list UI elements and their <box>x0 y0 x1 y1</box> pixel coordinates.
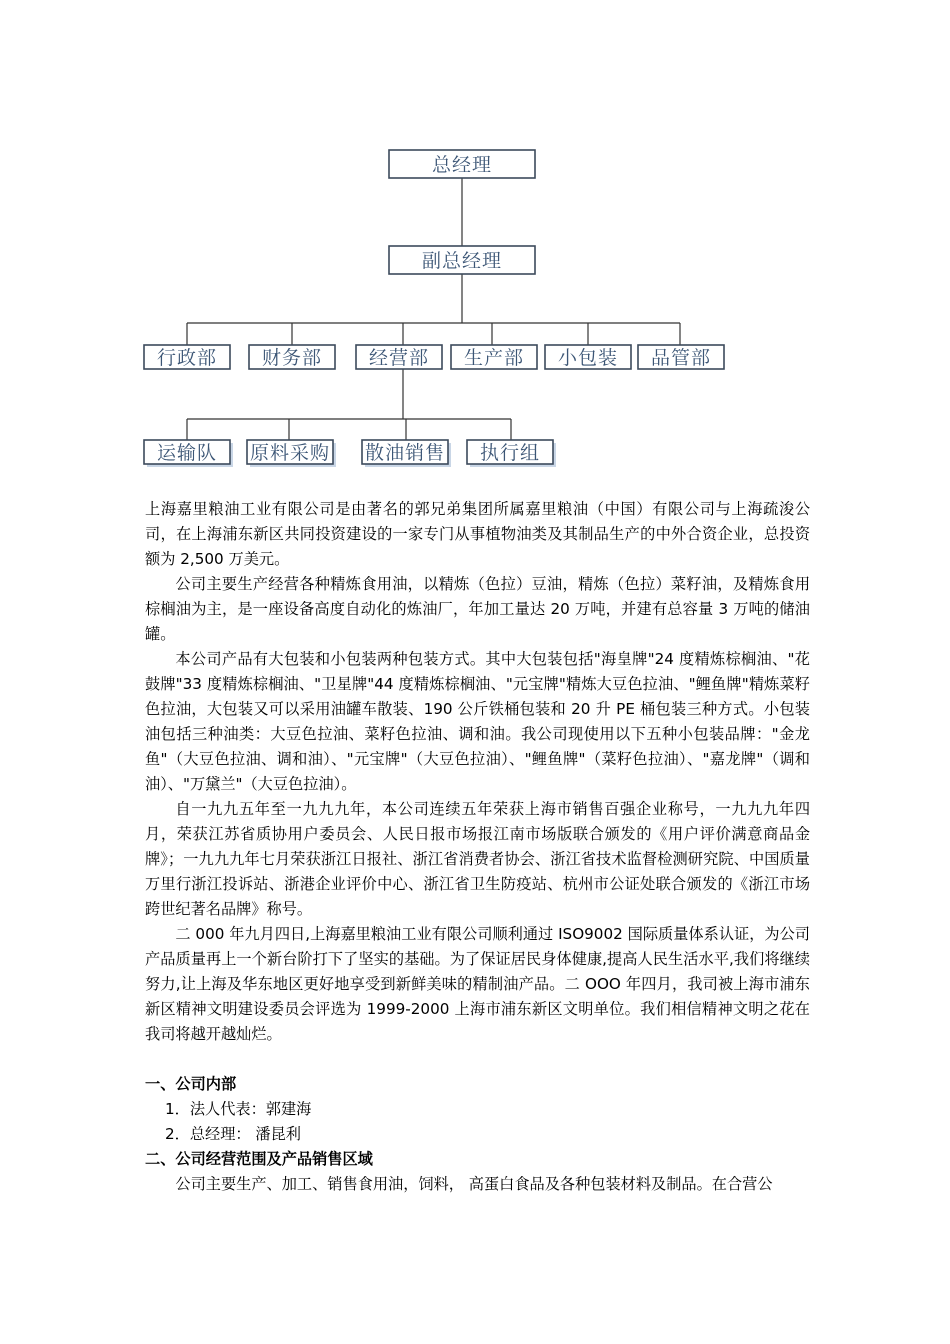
org-node-dept-label: 财务部 <box>261 347 323 369</box>
org-node-dept-production <box>451 345 537 369</box>
org-connectors <box>187 178 680 440</box>
org-node-top <box>389 150 535 178</box>
org-node-dept-quality <box>638 345 724 369</box>
org-node-sub-label: 执行组 <box>479 442 541 464</box>
paragraph-scope: 公司主要生产、加工、销售食用油，饲料， 高蛋白食品及各种包装材料及制品。在合营公 <box>175 1175 773 1193</box>
paragraph-intro: 上海嘉里粮油工业有限公司是由著名的郭兄弟集团所属嘉里粮油（中国）有限公司与上海疏浚公司，在上海浦东新区共同投资建设的一家专门从事植物油类及其制品生产的中外合资企业，总投资额为 2,500 万美元。 <box>145 500 810 568</box>
org-node-deputy-label: 副总经理 <box>421 250 503 272</box>
org-node-sub-label: 散油销售 <box>364 442 446 464</box>
org-node-dept-admin <box>144 345 230 369</box>
list-item-general-manager: 2．总经理： 潘昆利 <box>165 1125 301 1143</box>
org-node-top-label: 总经理 <box>431 154 493 176</box>
org-node-sub-label: 运输队 <box>156 442 218 464</box>
org-node-dept-label: 生产部 <box>463 347 525 369</box>
org-node-dept-label: 品管部 <box>650 347 712 369</box>
document-body <box>145 497 810 1197</box>
paragraph-products: 公司主要生产经营各种精炼食用油，以精炼（色拉）豆油，精炼（色拉）菜籽油，及精炼食用棕榈油为主，是一座设备高度自动化的炼油厂，年加工量达 20 万吨，并建有总容量 3 万吨的储油罐。 <box>145 575 810 643</box>
org-node-sub-procurement <box>247 440 336 467</box>
org-node-dept-finance <box>249 345 335 369</box>
org-node-sub-transport <box>144 440 233 467</box>
org-node-dept-small-package <box>545 345 631 369</box>
org-node-dept-label: 行政部 <box>156 347 218 369</box>
org-node-deputy <box>389 246 535 274</box>
paragraph-packaging: 本公司产品有大包装和小包装两种包装方式。其中大包装包括"海皇牌"24 度精炼棕榈油、"花鼓牌"33 度精炼棕榈油、"卫星牌"44 度精炼棕榈油、"元宝牌"精炼大豆色拉油、"鲤鱼牌"精炼菜籽色拉油，大包装又可以采用油罐车散装、190 公斤铁桶包装和 20 升 PE 桶包装三种方式。小包装油包括三种油类：大豆色拉油、菜籽色拉油、调和油。我公司现使用以下五种小包装品牌："金龙鱼"（大豆色拉油、调和油）、"元宝牌"（大豆色拉油）、"鲤鱼牌"（菜籽色拉油）、"嘉龙牌"（调和油）、"万黛兰"（大豆色拉油）。 <box>145 650 810 793</box>
org-node-sub-execution <box>467 440 556 467</box>
paragraph-certification: 二 000 年九月四日,上海嘉里粮油工业有限公司顺利通过 ISO9002 国际质量体系认证，为公司产品质量再上一个新台阶打下了坚实的基础。为了保证居民身体健康,提高人民生活水平,我们将继续努力,让上海及华东地区更好地享受到新鲜美味的精制油产品。二 OOO 年四月，我司被上海市浦东新区精神文明建设委员会评选为 1999-2000 上海市浦东新区文明单位。我们相信精神文明之花在我司将越开越灿烂。 <box>145 925 810 1043</box>
org-node-sub-bulk-sales <box>362 440 451 467</box>
spacer <box>145 1047 810 1072</box>
section-heading-internal: 一、公司内部 <box>145 1075 237 1093</box>
org-node-dept-label: 经营部 <box>368 347 430 369</box>
org-node-sub-label: 原料采购 <box>249 442 331 464</box>
list-item-legal-rep: 1．法人代表：郭建海 <box>165 1100 312 1118</box>
section-heading-scope: 二、公司经营范围及产品销售区域 <box>145 1150 373 1168</box>
paragraph-awards: 自一九九五年至一九九九年，本公司连续五年荣获上海市销售百强企业称号，一九九九年四月，荣获江苏省质协用户委员会、人民日报市场报江南市场版联合颁发的《用户评价满意商品金牌》；一九九九年七月荣获浙江日报社、浙江省消费者协会、浙江省技术监督检测研究院、中国质量万里行浙江投诉站、浙港企业评价中心、浙江省卫生防疫站、杭州市公证处联合颁发的《浙江市场跨世纪著名品牌》称号。 <box>145 800 810 918</box>
org-chart <box>0 0 950 480</box>
org-node-dept-operations <box>356 345 442 369</box>
org-node-dept-label: 小包装 <box>557 347 619 369</box>
